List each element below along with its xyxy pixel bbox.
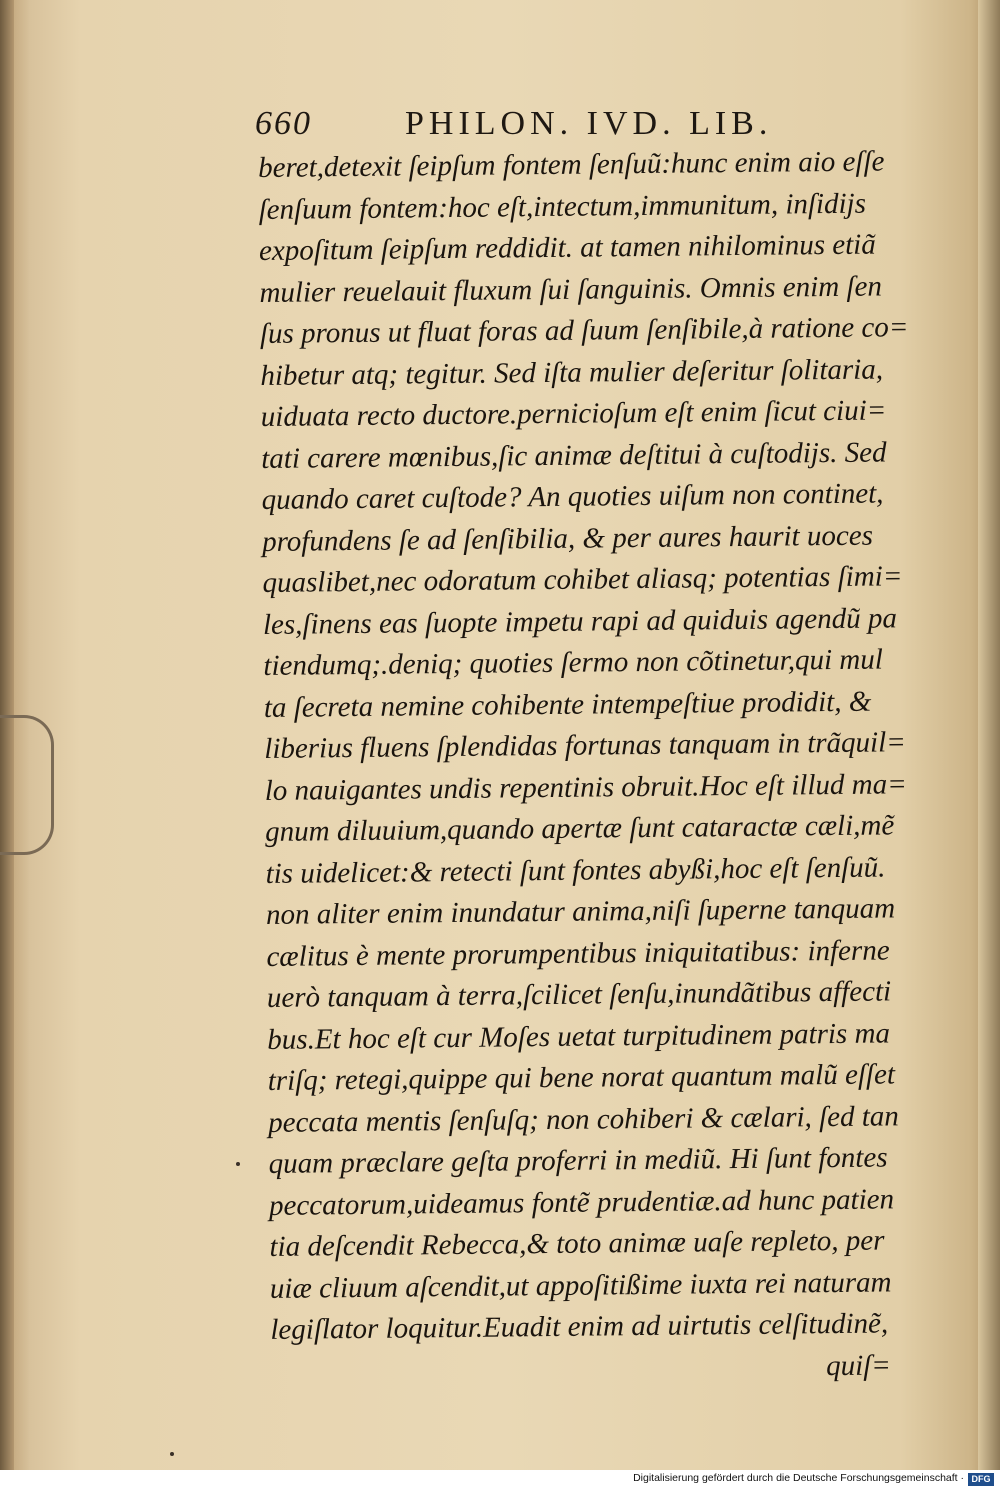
- footer-bar: [0, 1470, 1000, 1489]
- text-line: quam præclare geſta proferri in mediũ. Hi ſunt fontes: [268, 1141, 888, 1180]
- text-line: beret,detexit ſeipſum fontem ſenſuũ:hunc enim aio eſſe: [258, 145, 885, 184]
- ink-speck: [236, 1162, 240, 1166]
- funding-credit: Digitalisierung gefördert durch die Deutsche Forschungsgemeinschaft ·: [633, 1472, 964, 1484]
- text-line: cælitus è mente prorumpentibus iniquitatibus: inferne: [266, 933, 890, 973]
- ink-speck: [170, 1452, 174, 1456]
- text-line: uerò tanquam à terra,ſcilicet ſenſu,inundãtibus affecti: [266, 975, 892, 1014]
- text-line: non aliter enim inundatur anima,niſi ſuperne tanquam: [265, 892, 896, 931]
- text-line: tis uidelicet:& retecti ſunt fontes abyßi,hoc eſt ſenſuũ.: [265, 850, 886, 890]
- text-line: legiſlator loquitur.Euadit enim ad uirtutis celſitudinẽ,: [270, 1307, 889, 1346]
- text-line: gnum diluuium,quando apertæ ſunt cataractæ cæli,mẽ: [264, 809, 895, 848]
- text-line: bus.Et hoc eſt cur Moſes uetat turpitudinem patris ma: [267, 1016, 891, 1056]
- text-line: expoſitum ſeipſum reddidit. at tamen nihilominus etiã: [258, 228, 876, 267]
- dfg-logo-icon: DFG: [968, 1473, 994, 1486]
- text-line: tia deſcendit Rebecca,& toto animæ uaſe repleto, per: [269, 1224, 885, 1263]
- text-line: tati carere mœnibus,ſic animæ deſtitui à cuſtodijs. Sed: [261, 435, 887, 475]
- text-line: hibetur atq; tegitur. Sed iſta mulier deſeritur ſolitaria,: [260, 352, 884, 392]
- text-line: ſus pronus ut fluat foras ad ſuum ſenſibile,à ratione co=: [259, 311, 909, 350]
- catchword: quiſ=: [825, 1348, 891, 1382]
- page-fore-edge: [978, 0, 1000, 1470]
- text-line: uiæ cliuum aſcendit,ut appoſitißime iuxta rei naturam: [269, 1265, 892, 1305]
- text-line: ta ſecreta nemine cohibente intempeſtiue prodidit, &: [263, 685, 872, 724]
- text-line: uiduata recto ductore.pernicioſum eſt enim ſicut ciui=: [260, 394, 887, 433]
- text-line: quando caret cuſtode? An quoties uiſum non continet,: [261, 477, 884, 516]
- text-line: liberius fluens ſplendidas fortunas tanquam in trãquil=: [264, 726, 906, 765]
- text-line: triſq; retegi,quippe qui bene norat quantum malũ eſſet: [267, 1058, 896, 1097]
- body-text: [258, 141, 931, 1393]
- text-line: peccatorum,uideamus fontẽ prudentiæ.ad hunc patien: [268, 1182, 895, 1222]
- text-line: profundens ſe ad ſenſibilia, & per aures haurit uoces: [261, 519, 874, 558]
- text-line: quaslibet,nec odoratum cohibet aliasq; potentias ſimi=: [262, 560, 903, 599]
- text-line: lo nauigantes undis repentinis obruit.Hoc eſt illud ma=: [264, 767, 907, 807]
- book-clasp: [0, 715, 54, 855]
- text-line: ſenſuum fontem:hoc eſt,intectum,immunitum, inſidijs: [258, 187, 867, 226]
- page-number: 660: [255, 105, 312, 142]
- text-line: les,ſinens eas ſuopte impetu rapi ad quiduis agendũ pa: [262, 601, 898, 641]
- text-line: mulier reuelauit fluxum ſui ſanguinis. Omnis enim ſen: [259, 269, 883, 309]
- text-line: peccata mentis ſenſuſq; non cohiberi & cælari, ſed tan: [268, 1099, 899, 1139]
- text-line: tiendumq;.deniq; quoties ſermo non cõtinetur,qui mul: [263, 643, 883, 682]
- running-title: PHILON. IVD. LIB.: [405, 105, 773, 142]
